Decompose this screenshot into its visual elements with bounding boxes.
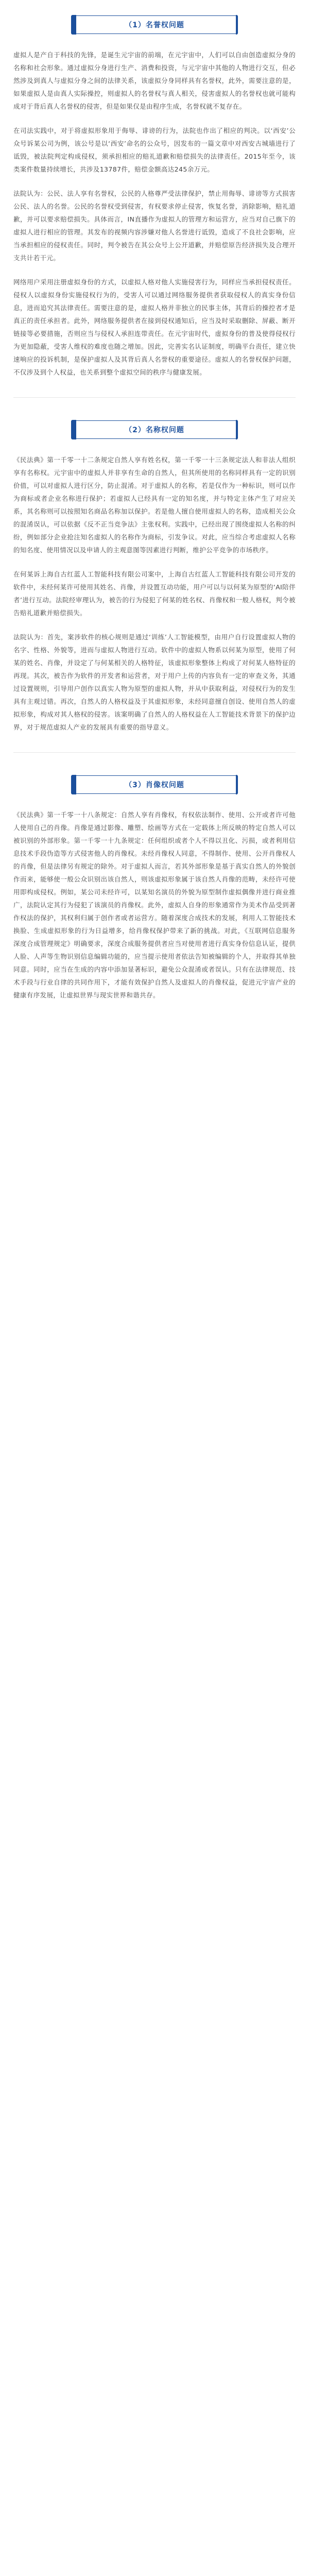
section-number: （2） [125,426,146,434]
section-reputation [13,15,296,379]
paragraph: 《民法典》第一千零一十八条规定：自然人享有肖像权，有权依法制作、使用、公开或者许可他人使用自己的肖像。肖像是通过影像、雕塑、绘画等方式在一定载体上所反映的特定自然人可以被识别的外部形象。第一千零一十九条规定：任何组织或者个人不得以丑化、污损，或者利用信息技术手段伪造等方式侵害他人的肖像权。未经肖像权人同意，不得制作、使用、公开肖像权人的肖像，但是法律另有规定的除外。对于虚拟人而言，若其外部形象是基于真实自然人的外貌创作而来，能够使一般公众识别出该自然人，则该虚拟形象属于该自然人肖像的范畴，未经许可使用即构成侵权。例如，某公司未经许可，以某知名演员的外貌为原型制作虚拟偶像并进行商业推广，法院认定其行为侵犯了该演员的肖像权。此外，虚拟人自身的形象通常作为美术作品受到著作权法的保护，其权利归属于创作者或者运营方。随着深度合成技术的发展，利用人工智能技术换脸、生成虚拟形象的行为日益增多，给肖像权保护带来了新的挑战。对此，《互联网信息服务深度合成管理规定》明确要求，深度合成服务提供者应当对使用者进行真实身份信息认证，提供人脸、人声等生物识别信息编辑功能的，应当提示使用者依法告知被编辑的个人，并取得其单独同意。同时，应当在生成的内容中添加显著标识，避免公众混淆或者误认。只有在法律规范、技术手段与行业自律的共同作用下，才能有效保护自然人及虚拟人的肖像权益，促进元宇宙产业的健康有序发展，让虚拟世界与现实世界和谐共存。 [13,811,296,999]
section-title-text: 肖像权问题 [145,781,184,789]
section-divider [13,752,296,753]
section-header [72,420,237,439]
section-title-text: 名誉权问题 [145,21,184,29]
section-portrait-right [13,775,296,1002]
header-accent-bar [71,775,76,794]
header-accent-bar [71,15,76,35]
paragraph: 在何某诉上海自古红蓝人工智能科技有限公司案中，上海自古红蓝人工智能科技有限公司开发的软件中，未经何某许可使用其姓名、肖像，并设置互动功能，用户可以与以何某为原型的‘AI陪伴者’进行互动。法院经审理认为，被告的行为侵犯了何某的姓名权、肖像权和一般人格权，判令被告赔礼道歉并赔偿损失。 [13,570,296,617]
section-divider [13,397,296,398]
header-accent-bar [71,420,76,439]
section-header [72,15,237,34]
article [0,0,309,1038]
paragraph: 网络用户采用注册虚拟身份的方式，以虚拟人格对他人实施侵害行为，同样应当承担侵权责任。侵权人以虚拟身份实施侵权行为的，受害人可以通过网络服务提供者获取侵权人的真实身份信息，进而追究其法律责任。需要注意的是，虚拟人格并非独立的民事主体，其背后的操控者才是真正的责任承担者。此外，网络服务提供者在接到侵权通知后，应当及时采取删除、屏蔽、断开链接等必要措施，否则应当与侵权人承担连带责任。在元宇宙时代，虚拟身份的普及使得侵权行为更加隐蔽，受害人维权的难度也随之增加。因此，完善实名认证制度，明确平台责任，建立快速响应的投诉机制，是保护虚拟人及其背后真人名誉权的重要途径。虚拟人的名誉权保护问题，不仅涉及到个人权益，也关系到整个虚拟空间的秩序与健康发展。 [13,278,296,376]
paragraph: 法院认为：公民、法人享有名誉权，公民的人格尊严受法律保护，禁止用侮辱、诽谤等方式损害公民、法人的名誉。公民的名誉权受到侵害，有权要求停止侵害，恢复名誉，消除影响，赔礼道歉，并可以要求赔偿损失。具体而言，IN直播作为虚拟人的管理方和运营方，应当对自己旗下的虚拟人进行相应的管理。其发布的视频内容涉嫌对他人名誉进行诋毁，造成了不良社会影响，应当承担相应的侵权责任。同时，判令被告在其公众号上公开道歉，并赔偿原告经济损失及合理开支共计若干元。 [13,190,296,262]
section-title [125,425,184,435]
paragraph: 虚拟人是产自于科技的先锋，是诞生元宇宙的前端，在元宇宙中，人们可以自由创造虚拟分身的名称和社会形象。通过虚拟分身进行生产、消费和投资，与元宇宙中其他的人物进行交互，但必然涉及到真人与虚拟分身之间的法律关系，该虚拟分身同样具有名誉权，此外，需要注意的是，如果虚拟人是由真人实际操控，则虚拟人的名誉权与真人相关，侵害虚拟人的名誉权也就可能构成对于背后真人名誉权的侵害，但是如果仅是由程序生成，名誉权就不复存在。 [13,51,296,110]
section-number: （3） [125,781,146,789]
section-number: （1） [125,21,146,29]
paragraph: 在司法实践中，对于将虚拟形象用于侮辱、诽谤的行为，法院也作出了相应的判决。以‘西安’公众号诉某公司为例，该公号是以‘西安’命名的公众号，因发布的一篇文章中对西安古城墙进行了诋毁，被法院判定构成侵权，须承担相应的赔礼道歉和赔偿损失的法律责任。2015年至今，该类案件数量持续增长，共涉及13787件，赔偿金额高达245余万元。 [13,127,296,173]
paragraph: 《民法典》第一千零一十二条规定自然人享有姓名权，第一千零一十三条规定法人和非法人组织享有名称权。元宇宙中的虚拟人并非享有生命的自然人，但其所使用的名称同样具有一定的识别价值，可以对虚拟人进行区分，防止混淆。对于虚拟人的名称，若是仅作为一种标识，则可以作为商标或者企业名称进行保护；若虚拟人已经具有一定的知名度，并与特定主体产生了对应关系，其名称则可以按照知名商品名称加以保护。若是他人擅自使用虚拟人的名称，造成相关公众的混淆误认，可以依据《反不正当竞争法》主张权利。实践中，已经出现了围绕虚拟人名称的纠纷，例如部分企业抢注知名虚拟人的名称作为商标，引发争议。对此，应当综合考虑虚拟人名称的知名度、使用情况以及申请人的主观意图等因素进行判断，维护公平竞争的市场秩序。 [13,456,296,554]
header-accent-bar-right [236,15,238,35]
header-accent-bar-right [236,420,238,439]
section-title-text: 名称权问题 [145,426,184,434]
paragraph: 法院认为：首先，案涉软件的核心规则是通过‘训练’人工智能模型，由用户自行设置虚拟人物的名字、性格、外貌等，进而与虚拟人物进行互动。软件中的虚拟人物系以何某为原型，使用了何某的姓名、肖像，并设定了与何某相关的人格特征，该虚拟形象整体上构成了对何某人格特征的再现。其次，被告作为软件的开发者和运营者，对于用户上传的内容负有一定的审查义务，其通过设置规则，引导用户创作以真实人物为原型的虚拟人物，并从中获取利益，对侵权行为的发生具有主观过错。再次，自然人的人格权益及于其虚拟形象，未经同意擅自创设、使用自然人的虚拟形象，构成对其人格权的侵害。该案明确了自然人的人格权益在人工智能技术背景下的保护边界，对于规范虚拟人产业的发展具有重要的指导意义。 [13,633,296,731]
section-header [72,775,237,794]
header-accent-bar-right [236,775,238,794]
section-name-right [13,420,296,734]
section-title [125,20,184,30]
section-title [125,779,184,790]
